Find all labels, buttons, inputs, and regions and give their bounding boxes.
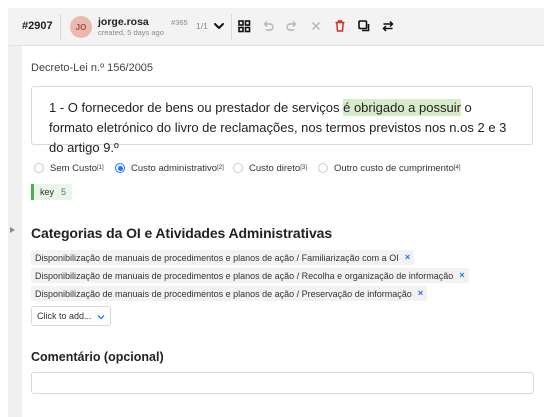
delete-icon[interactable] xyxy=(333,19,347,33)
label-tag-text: key xyxy=(40,187,55,197)
radio-custo-administrativo[interactable] xyxy=(115,160,224,176)
category-chip xyxy=(31,286,427,301)
chevron-down-icon xyxy=(97,313,105,321)
radio-circle[interactable] xyxy=(233,163,243,173)
annotator-name: jorge.rosa xyxy=(98,16,149,28)
task-id: #2907 xyxy=(22,20,53,32)
avatar: JO xyxy=(70,16,92,38)
annotation-counter: 1/1 xyxy=(196,21,208,31)
radio-circle[interactable] xyxy=(34,163,44,173)
created-time: created, 5 days ago xyxy=(98,28,164,37)
footnote-ref: [3] xyxy=(300,165,307,171)
remove-icon[interactable]: × xyxy=(404,252,411,263)
chevron-down-icon[interactable] xyxy=(212,19,226,33)
undo-icon[interactable] xyxy=(261,19,275,33)
remove-icon[interactable]: × xyxy=(459,270,465,281)
radio-circle[interactable] xyxy=(115,163,125,173)
divider xyxy=(60,14,61,40)
footnote-ref: [1] xyxy=(97,165,104,171)
grid-icon[interactable] xyxy=(237,19,251,33)
text-segment: 1 - O fornecedor de bens ou prestador de serviços xyxy=(49,100,344,115)
radio-label: Custo direto xyxy=(249,162,301,174)
text-segment: o formato eletrónico do livro de reclamações, nos termos previstos nos n.os 2 e 3 do artigo 9.º xyxy=(49,100,507,155)
close-icon[interactable] xyxy=(309,19,323,33)
radio-outro-custo[interactable] xyxy=(318,160,461,176)
radio-sem-custo[interactable] xyxy=(34,160,104,176)
footnote-ref: [2] xyxy=(217,165,224,171)
label-tag[interactable] xyxy=(31,184,72,200)
radio-custo-direto[interactable] xyxy=(233,160,307,176)
category-chip xyxy=(31,250,414,265)
redo-icon[interactable] xyxy=(285,19,299,33)
add-category-select[interactable] xyxy=(31,306,111,326)
radio-circle[interactable] xyxy=(318,163,328,173)
radio-label: Outro custo de cumprimento xyxy=(334,162,454,174)
expand-arrow-icon[interactable] xyxy=(10,227,15,233)
annotation-toolbar xyxy=(8,8,544,46)
swap-icon[interactable] xyxy=(381,19,395,33)
add-category-label: Click to add... xyxy=(37,311,92,321)
highlighted-span[interactable]: é obrigado a possuir xyxy=(343,100,461,115)
duplicate-icon[interactable] xyxy=(357,19,371,33)
category-label: Disponibilização de manuais de procedimentos e planos de ação / Recolha e organização de informação xyxy=(35,270,454,281)
document-text xyxy=(31,86,533,155)
remove-icon[interactable]: × xyxy=(417,288,424,299)
annotation-id: #365 xyxy=(171,18,188,27)
category-label: Disponibilização de manuais de procedimentos e planos de ação / Familiarização com a OI xyxy=(35,252,399,263)
category-label: Disponibilização de manuais de procedimentos e planos de ação / Preservação de informação xyxy=(35,288,412,299)
category-chip xyxy=(31,268,469,283)
footnote-ref: [4] xyxy=(453,165,461,171)
radio-label: Sem Custo xyxy=(50,162,97,174)
categories-heading: Categorias da OI e Atividades Administrativas xyxy=(31,225,333,241)
comment-input[interactable] xyxy=(31,372,534,394)
radio-label: Custo administrativo xyxy=(131,162,218,174)
label-hotkey: 5 xyxy=(61,187,67,197)
divider xyxy=(231,14,232,40)
comment-heading: Comentário (opcional) xyxy=(31,350,164,364)
document-title: Decreto-Lei n.º 156/2005 xyxy=(31,62,154,74)
